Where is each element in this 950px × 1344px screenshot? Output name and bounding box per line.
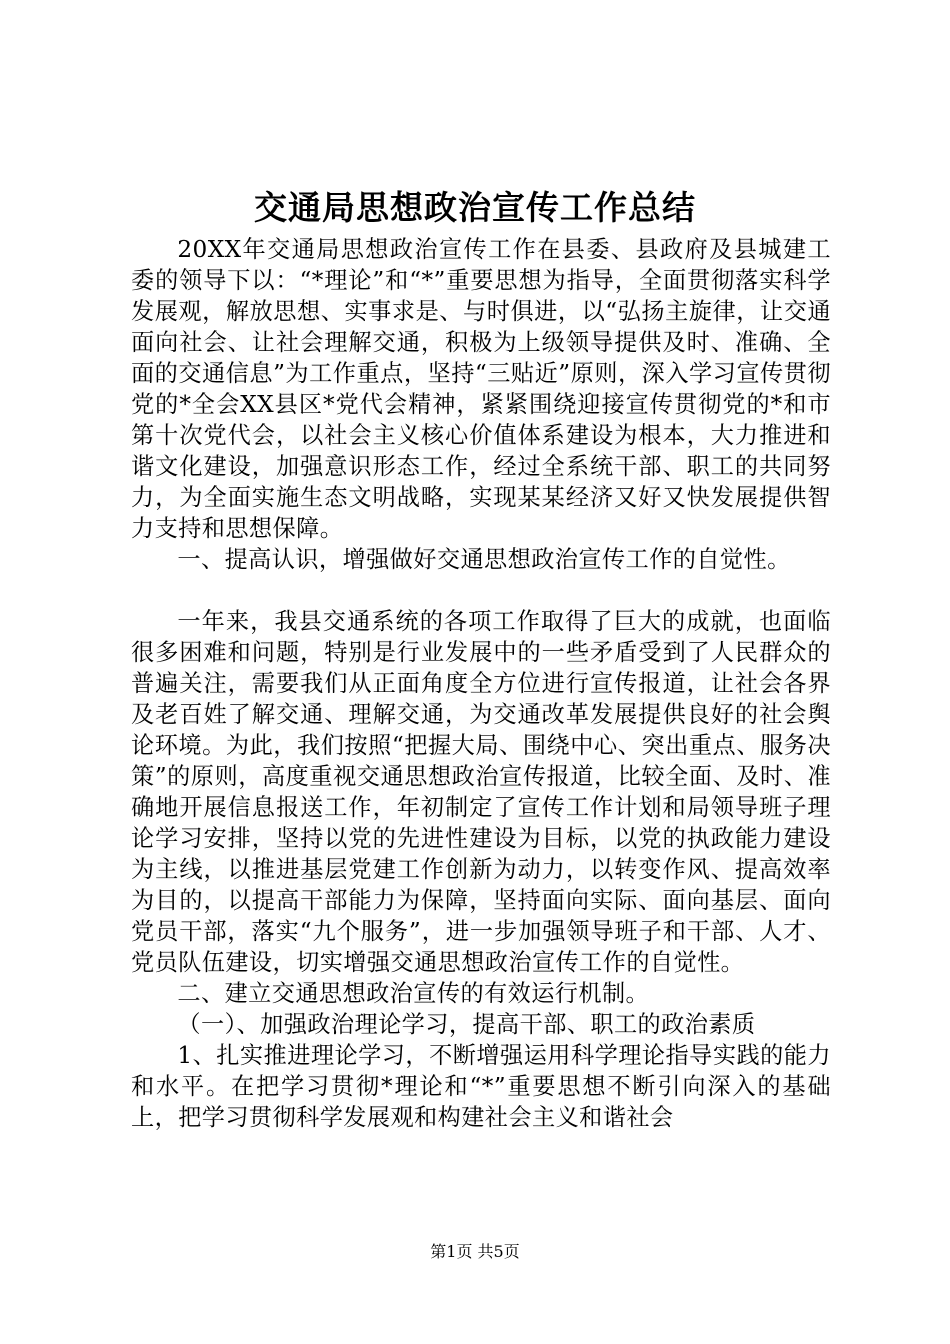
document-body xyxy=(131,234,831,1133)
document-title: 交通局思想政治宣传工作总结 xyxy=(254,188,696,227)
intro-paragraph: 20XX年交通局思想政治宣传工作在县委、县政府及县城建工委的领导下以：“*理论”和“*”重要思想为指导，全面贯彻落实科学发展观，解放思想、实事求是、与时俱进，以“弘扬主旋律，让交通面向社会、让社会理解交通，积极为上级领导提供及时、准确、全面的交通信息”为工作重点，坚持“三贴近”原则，深入学习宣传贯彻党的*全会XX县区*党代会精神，紧紧围绕迎接宣传贯彻党的*和市第十次党代会，以社会主义核心价值体系建设为根本，大力推进和谐文化建设，加强意识形态工作，经过全系统干部、职工的共同努力，为全面实施生态文明战略，实现某某经济又好又快发展提供智力支持和思想保障。 xyxy=(131,236,831,542)
section-heading-1: 一、提高认识，增强做好交通思想政治宣传工作的自觉性。 xyxy=(177,546,791,573)
subsection-1-paragraph: 1、扎实推进理论学习，不断增强运用科学理论指导实践的能力和水平。在把学习贯彻*理论和“*”重要思想不断引向深入的基础上，把学习贯彻科学发展观和构建社会主义和谐社会 xyxy=(131,1042,831,1131)
subsection-heading-1: （一）、加强政治理论学习，提高干部、职工的政治素质 xyxy=(177,1011,756,1038)
section-1-paragraph: 一年来，我县交通系统的各项工作取得了巨大的成就，也面临很多困难和问题，特别是行业发展中的一些矛盾受到了人民群众的普遍关注，需要我们从正面角度全方位进行宣传报道，让社会各界及老百姓了解交通、理解交通，为交通改革发展提供良好的社会舆论环境。为此，我们按照“把握大局、围绕中心、突出重点、服务决策”的原则，高度重视交通思想政治宣传报道，比较全面、及时、准确地开展信息报送工作，年初制定了宣传工作计划和局领导班子理论学习安排，坚持以党的先进性建设为目标，以党的执政能力建设为主线，以推进基层党建工作创新为动力，以转变作风、提高效率为目的，以提高干部能力为保障，坚持面向实际、面向基层、面向党员干部，落实“九个服务”，进一步加强领导班子和干部、人才、党员队伍建设，切实增强交通思想政治宣传工作的自觉性。 xyxy=(131,608,831,976)
page-footer: 第1页 共5页 xyxy=(430,1242,520,1261)
section-heading-2: 二、建立交通思想政治宣传的有效运行机制。 xyxy=(177,980,650,1007)
